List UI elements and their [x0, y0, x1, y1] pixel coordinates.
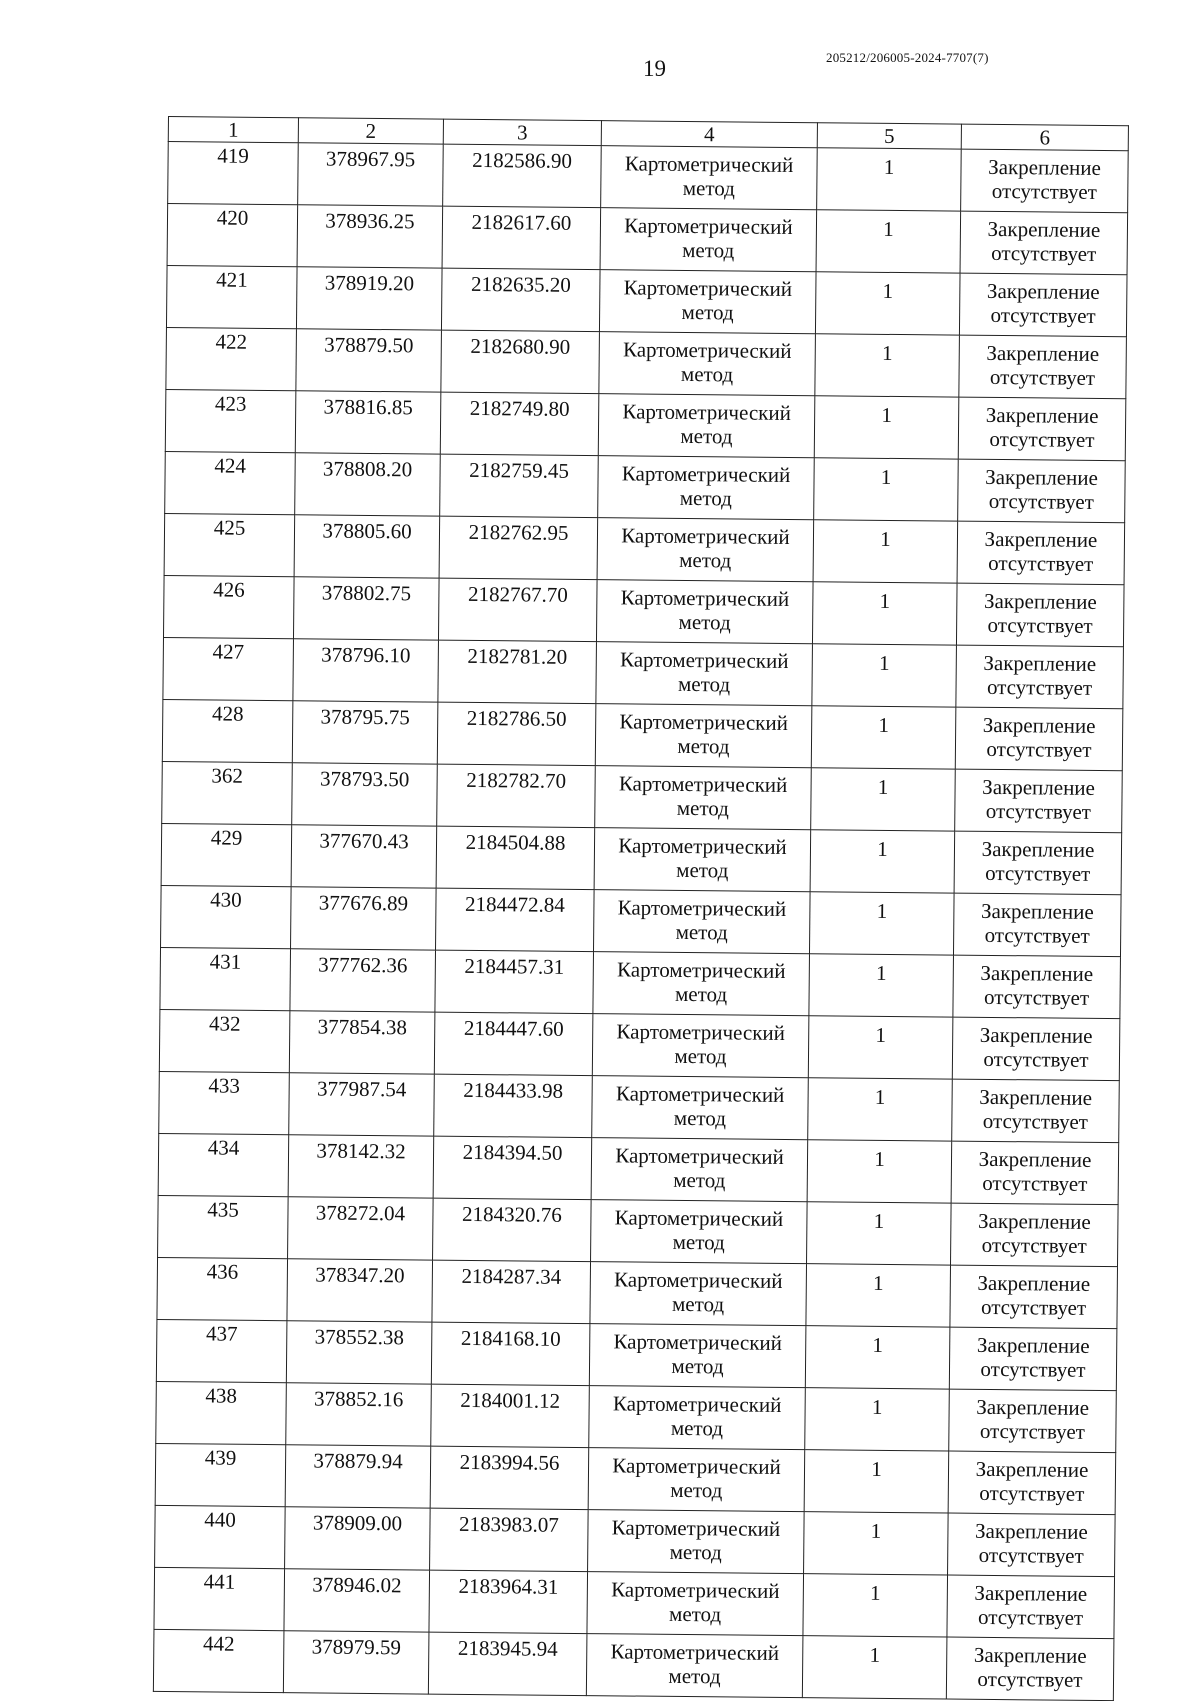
precision-cell: 1: [815, 334, 960, 397]
coordinates-table: [153, 116, 1129, 1701]
method-line-2: метод: [673, 1167, 726, 1193]
fixing-line-2: отсутствует: [979, 1480, 1085, 1506]
fixing-line-2: отсутствует: [988, 550, 1094, 576]
precision-cell: 1: [806, 1264, 951, 1327]
y-coordinate-cell: 2184320.76: [433, 1198, 592, 1262]
x-coordinate-cell: 377670.43: [291, 825, 437, 888]
method-cell: [594, 828, 811, 892]
x-coordinate-cell: 378879.50: [296, 329, 442, 392]
x-coordinate-cell: 378142.32: [288, 1135, 434, 1198]
fixing-line-2: отсутствует: [991, 178, 1097, 204]
method-line-2: метод: [669, 1539, 722, 1565]
method-line-2: метод: [682, 237, 735, 263]
y-coordinate-cell: 2182759.45: [440, 454, 599, 518]
fixing-line-2: отсутствует: [990, 302, 1096, 328]
fixing-line-2: отсутствует: [991, 240, 1097, 266]
fixing-cell: [957, 521, 1125, 585]
method-line-2: метод: [676, 795, 730, 821]
method-cell: [597, 518, 814, 582]
point-number-cell: 437: [156, 1319, 287, 1382]
y-coordinate-cell: 2183964.31: [429, 1570, 588, 1634]
method-cell: [599, 332, 816, 396]
table-row: [155, 1505, 1116, 1576]
x-coordinate-cell: 378879.94: [285, 1445, 431, 1508]
y-coordinate-cell: 2182749.80: [440, 392, 599, 456]
x-coordinate-cell: 378808.20: [295, 453, 441, 516]
fixing-line-2: отсутствует: [984, 922, 1090, 948]
method-line-2: метод: [674, 981, 728, 1007]
method-line-2: метод: [677, 733, 730, 759]
method-line-2: метод: [679, 485, 733, 511]
table-row: [163, 637, 1124, 708]
method-line-1: Картометрический: [616, 957, 786, 983]
y-coordinate-cell: 2182781.20: [438, 640, 597, 704]
point-number-cell: 440: [155, 1505, 286, 1568]
method-cell: [598, 394, 815, 458]
method-line-2: метод: [671, 1353, 724, 1379]
method-line-1: Картометрический: [612, 1391, 782, 1417]
point-number-cell: 431: [160, 947, 291, 1010]
point-number-cell: 442: [153, 1629, 284, 1692]
y-coordinate-cell: 2183983.07: [430, 1508, 589, 1572]
column-header-5: 5: [817, 123, 961, 149]
method-line-1: Картометрический: [610, 1639, 780, 1665]
x-coordinate-cell: 378796.10: [293, 639, 439, 702]
precision-cell: 1: [802, 1636, 947, 1699]
y-coordinate-cell: 2184433.98: [434, 1074, 593, 1138]
fixing-cell: [947, 1575, 1115, 1639]
point-number-cell: 424: [165, 451, 296, 514]
method-line-1: Картометрический: [617, 895, 787, 921]
fixing-line-2: отсутствует: [982, 1108, 1089, 1134]
fixing-line-1: Закрепление: [977, 1208, 1091, 1234]
method-cell: [586, 1634, 803, 1698]
table-row: [156, 1381, 1117, 1452]
method-line-1: Картометрический: [621, 523, 790, 549]
point-number-cell: 434: [158, 1133, 289, 1196]
method-line-1: Картометрический: [611, 1515, 781, 1541]
method-cell: [591, 1200, 808, 1264]
point-number-cell: 432: [159, 1009, 290, 1072]
method-line-1: Картометрический: [611, 1577, 780, 1603]
x-coordinate-cell: 378347.20: [287, 1259, 433, 1322]
method-line-1: Картометрический: [614, 1205, 784, 1231]
fixing-line-2: отсутствует: [977, 1604, 1084, 1630]
table-row: [163, 575, 1124, 646]
table-row: [156, 1319, 1117, 1390]
x-coordinate-cell: 377676.89: [291, 887, 437, 950]
precision-cell: 1: [807, 1202, 952, 1265]
precision-cell: 1: [813, 520, 958, 583]
method-cell: [587, 1572, 804, 1636]
x-coordinate-cell: 378909.00: [285, 1507, 431, 1570]
y-coordinate-cell: 2184504.88: [436, 826, 595, 890]
fixing-cell: [958, 459, 1126, 523]
method-line-2: метод: [670, 1477, 723, 1503]
y-coordinate-cell: 2182782.70: [437, 764, 596, 828]
fixing-line-2: отсутствует: [979, 1418, 1086, 1444]
fixing-line-2: отсутствует: [982, 1170, 1088, 1196]
fixing-line-1: Закрепление: [981, 836, 1095, 862]
table-row: [165, 389, 1126, 460]
table-row: [159, 1071, 1120, 1142]
x-coordinate-cell: 378552.38: [286, 1321, 432, 1384]
fixing-line-2: отсутствует: [986, 674, 1093, 700]
fixing-cell: [956, 583, 1124, 647]
point-number-cell: 428: [162, 699, 293, 762]
table-row: [160, 947, 1121, 1018]
method-line-1: Картометрический: [615, 1143, 784, 1169]
method-cell: [596, 642, 813, 706]
method-line-1: Картометрический: [622, 337, 792, 363]
fixing-line-1: Закрепление: [980, 898, 1094, 924]
precision-cell: 1: [804, 1512, 949, 1575]
precision-cell: 1: [809, 954, 954, 1017]
precision-cell: 1: [816, 210, 961, 273]
table-row: [158, 1195, 1119, 1266]
table-row: [162, 761, 1123, 832]
method-line-1: Картометрический: [624, 213, 793, 240]
y-coordinate-cell: 2184472.84: [436, 888, 595, 952]
fixing-line-2: отсутствует: [988, 488, 1094, 514]
table-row: [155, 1443, 1116, 1514]
point-number-cell: 438: [156, 1381, 287, 1444]
table-row: [164, 513, 1125, 584]
point-number-cell: 421: [166, 265, 297, 328]
y-coordinate-cell: 2182762.95: [439, 516, 598, 580]
precision-cell: 1: [812, 582, 957, 645]
method-cell: [595, 704, 812, 768]
fixing-line-1: Закрепление: [978, 1146, 1092, 1172]
table-row: [166, 265, 1127, 336]
y-coordinate-cell: 2184447.60: [434, 1012, 593, 1076]
precision-cell: 1: [810, 830, 955, 893]
precision-cell: 1: [809, 892, 954, 955]
table-row: [168, 142, 1129, 213]
method-cell: [590, 1262, 807, 1326]
precision-cell: 1: [805, 1388, 950, 1451]
table-body: [153, 142, 1128, 1701]
precision-cell: 1: [814, 458, 959, 521]
x-coordinate-cell: 378946.02: [284, 1569, 430, 1632]
method-line-2: метод: [676, 857, 729, 883]
point-number-cell: 423: [165, 389, 296, 452]
point-number-cell: 439: [155, 1443, 286, 1506]
column-header-6: 6: [961, 124, 1128, 151]
precision-cell: 1: [814, 396, 959, 459]
point-number-cell: 433: [159, 1071, 290, 1134]
fixing-cell: [959, 335, 1127, 399]
precision-cell: 1: [817, 148, 962, 211]
method-cell: [589, 1386, 806, 1450]
y-coordinate-cell: 2182586.90: [443, 144, 602, 208]
y-coordinate-cell: 2182786.50: [437, 702, 596, 766]
fixing-line-1: Закрепление: [986, 278, 1100, 304]
method-line-2: метод: [671, 1291, 725, 1317]
method-cell: [596, 580, 813, 644]
fixing-cell: [960, 211, 1128, 275]
method-line-2: метод: [673, 1105, 727, 1131]
fixing-line-1: Закрепление: [983, 650, 1097, 676]
y-coordinate-cell: 2182767.70: [438, 578, 597, 642]
method-line-2: метод: [680, 423, 733, 449]
point-number-cell: 419: [168, 142, 299, 205]
method-line-1: Картометрический: [624, 151, 794, 178]
point-number-cell: 422: [166, 327, 297, 390]
method-line-1: Картометрический: [615, 1081, 785, 1107]
method-cell: [593, 890, 810, 954]
x-coordinate-cell: 378852.16: [286, 1383, 432, 1446]
y-coordinate-cell: 2182635.20: [441, 268, 600, 332]
y-coordinate-cell: 2184394.50: [433, 1136, 592, 1200]
fixing-line-1: Закрепление: [979, 1084, 1093, 1110]
method-cell: [600, 208, 817, 272]
precision-cell: 1: [811, 768, 956, 831]
fixing-line-1: Закрепление: [974, 1518, 1088, 1544]
fixing-line-2: отсутствует: [977, 1666, 1083, 1692]
column-header-1: 1: [168, 117, 298, 143]
fixing-cell: [955, 769, 1123, 833]
method-line-2: метод: [675, 919, 728, 945]
table-row: [167, 204, 1128, 275]
x-coordinate-cell: 378802.75: [293, 577, 439, 640]
y-coordinate-cell: 2182617.60: [442, 206, 601, 270]
fixing-line-1: Закрепление: [976, 1332, 1090, 1358]
fixing-cell: [948, 1513, 1116, 1577]
x-coordinate-cell: 378795.75: [292, 701, 438, 764]
y-coordinate-cell: 2184168.10: [431, 1322, 590, 1386]
method-line-2: метод: [668, 1601, 722, 1627]
method-cell: [598, 456, 815, 520]
precision-cell: 1: [803, 1574, 948, 1637]
table-row: [158, 1133, 1119, 1204]
x-coordinate-cell: 377854.38: [289, 1011, 435, 1074]
x-coordinate-cell: 378967.95: [298, 143, 444, 206]
fixing-line-1: Закрепление: [985, 402, 1099, 428]
fixing-line-2: отсутствует: [985, 860, 1091, 886]
fixing-line-1: Закрепление: [985, 464, 1099, 490]
method-line-2: метод: [670, 1415, 724, 1441]
method-cell: [595, 766, 812, 830]
table-row: [165, 451, 1126, 522]
fixing-line-1: Закрепление: [979, 1022, 1093, 1048]
method-line-1: Картометрический: [619, 709, 789, 735]
column-header-2: 2: [298, 118, 443, 144]
method-line-1: Картометрический: [616, 1019, 786, 1045]
y-coordinate-cell: 2184287.34: [432, 1260, 591, 1324]
precision-cell: 1: [805, 1326, 950, 1389]
method-line-1: Картометрический: [620, 585, 790, 611]
method-line-1: Картометрический: [612, 1453, 781, 1479]
method-line-1: Картометрический: [618, 833, 787, 859]
page-number: 19: [643, 56, 666, 81]
point-number-cell: 425: [164, 513, 295, 576]
fixing-line-2: отсутствует: [989, 426, 1095, 452]
fixing-line-2: отсутствует: [978, 1542, 1084, 1568]
method-line-1: Картометрический: [618, 771, 788, 797]
fixing-line-1: Закрепление: [975, 1456, 1089, 1482]
precision-cell: 1: [812, 644, 957, 707]
fixing-line-2: отсутствует: [980, 1294, 1087, 1320]
point-number-cell: 430: [161, 885, 292, 948]
fixing-line-2: отсутствует: [983, 1046, 1089, 1072]
table-row: [154, 1567, 1115, 1638]
method-line-2: метод: [668, 1663, 721, 1689]
fixing-cell: [959, 273, 1127, 337]
fixing-cell: [949, 1389, 1117, 1453]
x-coordinate-cell: 378979.59: [283, 1631, 429, 1694]
x-coordinate-cell: 378805.60: [294, 515, 440, 578]
fixing-cell: [952, 1079, 1120, 1143]
x-coordinate-cell: 378919.20: [296, 267, 442, 330]
fixing-line-1: Закрепление: [984, 526, 1098, 552]
point-number-cell: 436: [157, 1257, 288, 1320]
method-line-1: Картометрический: [622, 399, 792, 425]
fixing-cell: [949, 1327, 1117, 1391]
method-line-2: метод: [678, 609, 731, 635]
fixing-line-2: отсутствует: [983, 984, 1090, 1010]
method-line-2: метод: [679, 547, 732, 573]
method-line-2: метод: [674, 1043, 727, 1069]
method-line-1: Картометрический: [623, 275, 793, 301]
point-number-cell: 426: [163, 575, 294, 638]
method-line-1: Картометрический: [619, 647, 789, 673]
method-cell: [599, 270, 816, 334]
table-row: [159, 1009, 1120, 1080]
x-coordinate-cell: 378816.85: [295, 391, 441, 454]
table-row: [166, 327, 1127, 398]
fixing-line-1: Закрепление: [973, 1642, 1087, 1668]
method-cell: [591, 1138, 808, 1202]
fixing-cell: [951, 1203, 1119, 1267]
precision-cell: 1: [807, 1140, 952, 1203]
table-row: [157, 1257, 1118, 1328]
point-number-cell: 420: [167, 204, 298, 267]
point-number-cell: 441: [154, 1567, 285, 1630]
fixing-line-1: Закрепление: [977, 1270, 1091, 1296]
fixing-line-2: отсутствует: [986, 736, 1092, 762]
x-coordinate-cell: 378793.50: [292, 763, 438, 826]
method-line-2: метод: [682, 175, 735, 201]
fixing-line-1: Закрепление: [982, 774, 1096, 800]
y-coordinate-cell: 2183945.94: [428, 1632, 587, 1696]
method-line-2: метод: [680, 361, 734, 387]
fixing-cell: [951, 1141, 1119, 1205]
method-cell: [588, 1510, 805, 1574]
fixing-cell: [953, 893, 1121, 957]
x-coordinate-cell: 377762.36: [290, 949, 436, 1012]
fixing-cell: [955, 707, 1123, 771]
fixing-line-1: Закрепление: [983, 588, 1097, 614]
fixing-cell: [950, 1265, 1118, 1329]
method-line-2: метод: [677, 671, 731, 697]
fixing-line-2: отсутствует: [985, 798, 1092, 824]
table-row: [161, 823, 1122, 894]
fixing-cell: [953, 955, 1121, 1019]
method-line-2: метод: [681, 299, 734, 325]
y-coordinate-cell: 2184001.12: [431, 1384, 590, 1448]
fixing-line-1: Закрепление: [988, 154, 1102, 180]
point-number-cell: 362: [162, 761, 293, 824]
table-row: [162, 699, 1123, 770]
fixing-cell: [954, 831, 1122, 895]
fixing-line-1: Закрепление: [980, 960, 1094, 986]
point-number-cell: 427: [163, 637, 294, 700]
fixing-line-2: отсутствует: [980, 1356, 1086, 1382]
column-header-3: 3: [443, 119, 601, 146]
table-row: [153, 1629, 1114, 1700]
point-number-cell: 429: [161, 823, 292, 886]
x-coordinate-cell: 378936.25: [297, 205, 443, 268]
fixing-line-1: Закрепление: [974, 1580, 1088, 1606]
y-coordinate-cell: 2182680.90: [441, 330, 600, 394]
method-line-1: Картометрический: [614, 1267, 783, 1293]
fixing-line-1: Закрепление: [982, 712, 1096, 738]
method-cell: [601, 146, 818, 210]
precision-cell: 1: [804, 1450, 949, 1513]
fixing-line-1: Закрепление: [976, 1394, 1090, 1420]
method-cell: [592, 1076, 809, 1140]
fixing-cell: [956, 645, 1124, 709]
fixing-line-2: отсутствует: [987, 612, 1093, 638]
table-row: [161, 885, 1122, 956]
fixing-line-2: отсутствует: [989, 364, 1096, 390]
method-line-1: Картометрический: [621, 461, 791, 487]
precision-cell: 1: [808, 1016, 953, 1079]
document-id: 205212/206005-2024-7707(7): [826, 50, 989, 65]
fixing-cell: [946, 1637, 1114, 1701]
fixing-cell: [952, 1017, 1120, 1081]
y-coordinate-cell: 2184457.31: [435, 950, 594, 1014]
fixing-cell: [948, 1451, 1116, 1515]
method-cell: [589, 1324, 806, 1388]
fixing-cell: [961, 149, 1129, 213]
precision-cell: 1: [815, 272, 960, 335]
method-cell: [592, 1014, 809, 1078]
y-coordinate-cell: 2183994.56: [430, 1446, 589, 1510]
fixing-cell: [958, 397, 1126, 461]
precision-cell: 1: [808, 1078, 953, 1141]
fixing-line-1: Закрепление: [986, 340, 1100, 366]
method-line-1: Картометрический: [613, 1329, 783, 1355]
fixing-line-1: Закрепление: [987, 216, 1101, 242]
method-line-2: метод: [672, 1229, 725, 1255]
precision-cell: 1: [811, 706, 956, 769]
fixing-line-2: отсутствует: [981, 1232, 1087, 1258]
column-header-4: 4: [601, 121, 817, 148]
x-coordinate-cell: 377987.54: [289, 1073, 435, 1136]
method-cell: [588, 1448, 805, 1512]
point-number-cell: 435: [158, 1195, 289, 1258]
x-coordinate-cell: 378272.04: [288, 1197, 434, 1260]
method-cell: [593, 952, 810, 1016]
